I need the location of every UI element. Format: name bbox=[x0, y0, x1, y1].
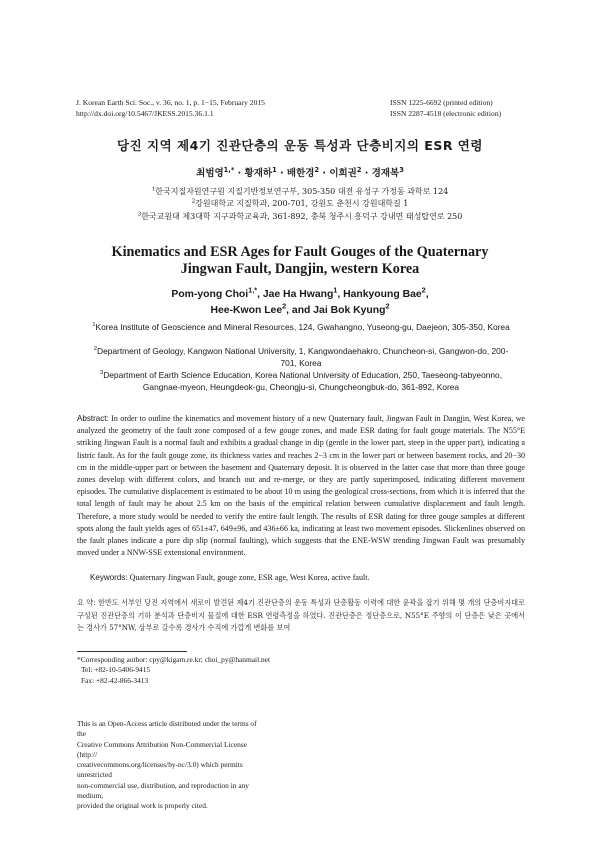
author-separator: · bbox=[319, 168, 330, 179]
author-sup: 3 bbox=[399, 165, 404, 174]
english-author: , Jae Ha Hwang bbox=[257, 289, 334, 300]
author-separator: · bbox=[361, 168, 372, 179]
affiliation-text: 한국교원대 제3대학 지구과학교육과, 361-892, 충북 청주시 흥덕구 강내면 태성탑연로 250 bbox=[141, 212, 463, 221]
english-author: , Hankyoung Bae bbox=[337, 289, 422, 300]
telephone: Tel: +82-10-5406-9415 bbox=[81, 665, 151, 675]
affiliation-sup: 3 bbox=[99, 370, 104, 377]
english-affiliation bbox=[86, 370, 516, 393]
affiliation-text: Department of Geology, Kangwon National University, 1, Kangwondaehakro, Chuncheon-si, Gangwon-do, 200-701, Korea bbox=[97, 346, 509, 368]
issn-block bbox=[390, 98, 501, 119]
korean-abstract bbox=[77, 597, 525, 635]
affiliation-text: Korea Institute of Geoscience and Mineral Resources, 124, Gwahangno, Yuseong-gu, Daejeon, 305-350, Korea bbox=[95, 322, 510, 332]
korean-author: 이희권 bbox=[329, 168, 357, 179]
english-authors-line bbox=[0, 301, 600, 316]
author-sup: 1,* bbox=[248, 285, 258, 295]
korean-authors bbox=[0, 165, 600, 179]
license-line: provided the original work is properly cited. bbox=[77, 801, 208, 811]
korean-author: 황재하 bbox=[244, 168, 273, 179]
korean-affiliation bbox=[0, 211, 600, 222]
english-title bbox=[0, 244, 600, 278]
author-sup: 1,* bbox=[223, 165, 235, 174]
corresponding-author[interactable]: *Corresponding author: cpy@kigam.re.kr; choi_py@hanmail.net bbox=[77, 655, 270, 664]
english-title-line: Kinematics and ESR Ages for Fault Gouges of the Quaternary bbox=[111, 244, 489, 260]
issn-electronic: ISSN 2287-4518 (electronic edition) bbox=[390, 108, 502, 118]
keywords bbox=[90, 573, 520, 582]
korean-title: 당진 지역 제4기 진관단층의 운동 특성과 단층비지의 ESR 연령 bbox=[117, 138, 483, 153]
korean-affiliation bbox=[0, 198, 600, 209]
korean-author: 경재복 bbox=[371, 168, 400, 179]
english-affiliation bbox=[86, 346, 516, 369]
abstract-label: Abstract: bbox=[77, 414, 109, 423]
author-separator: · bbox=[276, 168, 287, 179]
affiliation-text: Department of Earth Science Education, Korea National University of Education, 250, Taeseong-tabyeonno, Gangnae-myeon, Heungdeok-gu, Cheongju-si, Chungcheongbuk-do, 361-892, Korea bbox=[103, 370, 503, 392]
author-sup: 2 bbox=[282, 301, 287, 311]
korean-author: 최범영 bbox=[196, 168, 224, 179]
english-affiliation bbox=[86, 322, 516, 334]
english-title-line: Jingwan Fault, Dangjin, western Korea bbox=[180, 261, 420, 277]
abstract bbox=[77, 413, 525, 559]
english-author: Hee-Kwon Lee bbox=[210, 305, 283, 316]
fax: Fax: +82-42-866-3413 bbox=[81, 675, 149, 685]
affiliation-text: 강원대학교 지질학과, 200-701, 강원도 춘천시 강원대학길 1 bbox=[195, 199, 409, 208]
author-sup: 1 bbox=[333, 285, 338, 295]
author-sup: 2 bbox=[421, 285, 426, 295]
footnote-divider bbox=[77, 651, 187, 652]
author-sup: 2 bbox=[314, 165, 320, 174]
affiliation-text: 한국지질자원연구원 지질기반정보연구부, 305-350 대전 유성구 가정동 과학로 124 bbox=[155, 187, 449, 196]
doi-link[interactable]: http://dx.doi.org/10.5467/JKESS.2015.36.1.1 bbox=[76, 108, 214, 118]
korean-affiliation bbox=[0, 186, 600, 197]
affiliation-sup: 1 bbox=[92, 322, 96, 329]
license-line[interactable]: creativecommons.org/licenses/by-nc/3.0) which permits unrestricted bbox=[77, 760, 243, 780]
author-sup: 2 bbox=[356, 165, 362, 174]
license-line: non-commercial use, distribution, and reproduction in any medium, bbox=[77, 780, 249, 801]
author-separator: · bbox=[234, 168, 245, 179]
affiliation-sup: 2 bbox=[191, 198, 196, 205]
correspondence-note bbox=[77, 655, 317, 686]
english-author: Pom-yong Choi bbox=[171, 289, 249, 300]
license-line: Creative Commons Attribution Non-Commercial License (http:// bbox=[77, 739, 247, 759]
journal-header bbox=[76, 98, 265, 119]
keywords-label: Keywords: bbox=[90, 573, 128, 582]
english-authors-line bbox=[0, 285, 600, 300]
journal-citation: J. Korean Earth Sci. Soc., v. 36, no. 1, p. 1−15, February 2015 bbox=[76, 98, 265, 107]
affiliation-sup: 1 bbox=[151, 186, 156, 193]
affiliation-sup: 3 bbox=[137, 211, 142, 218]
korean-author: 배한경 bbox=[286, 168, 315, 179]
author-sup: 2 bbox=[385, 301, 390, 311]
affiliation-sup: 2 bbox=[93, 346, 98, 353]
keywords-text: Quaternary Jingwan Fault, gouge zone, ESR age, West Korea, active fault. bbox=[129, 573, 370, 582]
issn-print: ISSN 1225-6692 (printed edition) bbox=[390, 98, 493, 107]
open-access-notice bbox=[77, 719, 257, 812]
license-line: This is an Open-Access article distributed under the terms of the bbox=[77, 719, 257, 739]
korean-abstract-label: 요 약: bbox=[77, 598, 96, 607]
english-author: , and Jai Bok Kyung bbox=[286, 305, 386, 316]
korean-abstract-text: 한반도 서부인 당진 지역에서 새로이 발견된 제4기 진관단층의 운동 특성과 단층활동 이력에 대한 윤곽을 잡기 위해 몇 개의 단층비지대로 구성된 진관단층의 기하 분석과 단층비지 물질에 대한 ESR 연령측정을 하였다. 진관단층은 정단층으로, N55°E 주향의 이 단층은 낮은 곳에서는 경사가 57°NW, 상부로 갈수록 경사가 수직에 가깝게 변화를 보여 bbox=[77, 598, 525, 633]
author-separator: , bbox=[425, 289, 429, 300]
abstract-text: In order to outline the kinematics and movement history of a new Quaternary fault, Jingwan Fault in Dangjin, West Korea, we analyzed the geometry of the fault zone composed of a few gouge zones, and made ESR dating for fault gouge materials. The N55°E striking Jingwan Fault is a normal fault and exhibits a gradual change in dip (gentle in the lower part, steep in the upper part), indicating a listric fault. As for the fault gouge zone, its thickness varies and reaches 2−3 cm in the lower part or between basement rocks, and 20−30 cm in the middle-upper part or between the basement and Quaternary deposit. It is observed in the latter case that more than three gouge zones develop with different colors, and branch out and re-merge, or they are partly superimposed, indicating different movement episodes. The cumulative displacement is estimated to be about 10 m using the geological cross-sections, from which it is inferred that the total length of fault may be about 2.5 km on the basis of the empirical relation between cumulative displacement and fault length. Therefore, a more study would be needed to verify the entire fault length. The results of ESR dating for three gouge samples at different spots along the fault yields ages of 651±47, 649±96, and 436±66 ka, indicating at least two movement episodes. Slickenlines observed on the fault planes indicate a pure dip slip (normal faulting), which suggests that the ENE-WSW trending Jingwan Fault was presumably moved under a NNW-SSE extensional environment. bbox=[77, 414, 526, 558]
author-sup: 1 bbox=[272, 165, 277, 174]
